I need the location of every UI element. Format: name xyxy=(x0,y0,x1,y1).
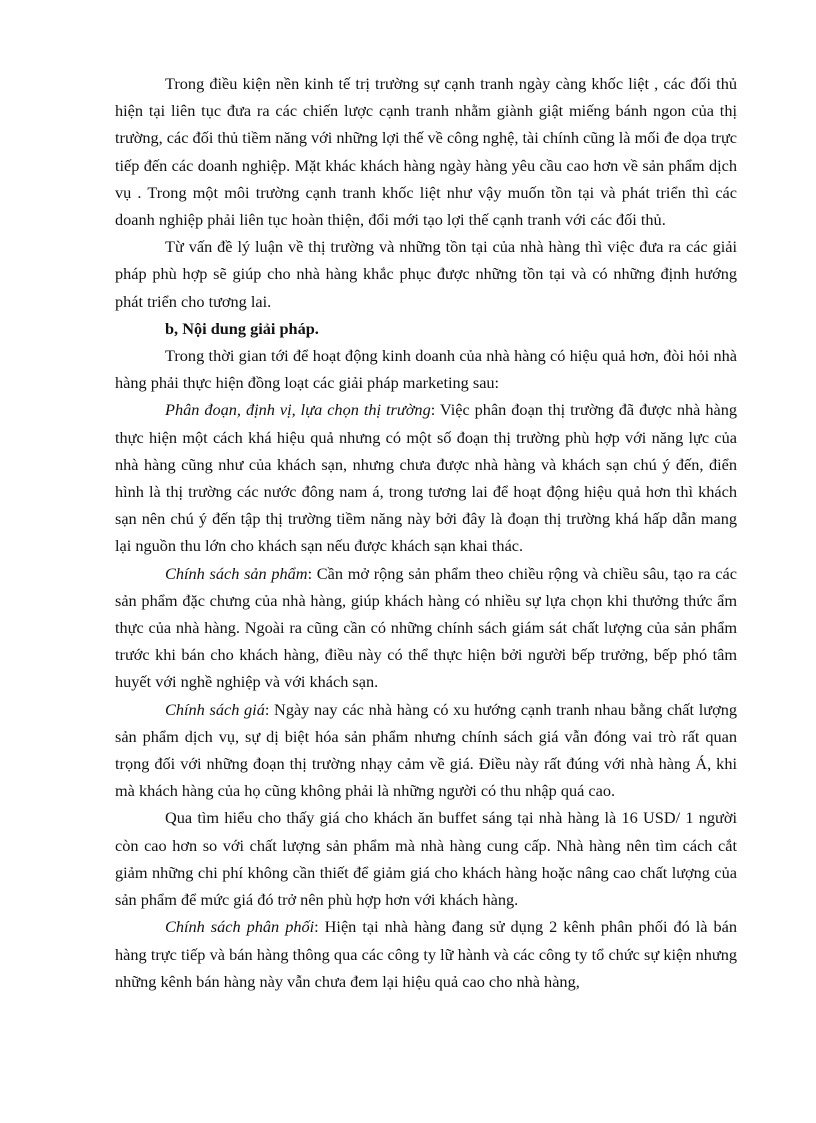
product-policy-lead: Chính sách sản phẩm xyxy=(165,563,308,583)
product-policy-text: : Cần mở rộng sản phẩm theo chiều rộng và chiều sâu, tạo ra các sản phẩm đặc chưng của nhà hàng, giúp khách hàng có nhiều sự lựa chọn khi thưởng thức ẩm thực của nhà hàng. Ngoài ra cũng cần có những chính sách giám sát chất lượng của sản phẩm trước khi bán cho khách hàng, điều này có thể thực hiện bởi người bếp trưởng, bếp phó tâm huyết với nghề nghiệp và với khách sạn. xyxy=(115,563,737,692)
paragraph-rationale: Từ vấn đề lý luận về thị trường và những tồn tại của nhà hàng thì việc đưa ra các giải pháp phù hợp sẽ giúp cho nhà hàng khắc phục được những tồn tại và có những định hướng phát triển cho tương lai. xyxy=(115,237,737,311)
segmentation-text: : Việc phân đoạn thị trường đã được nhà hàng thực hiện một cách khá hiệu quả nhưng có một số đoạn thị trường phù hợp với năng lực của nhà hàng cũng như của khách sạn, nhưng chưa được nhà hàng và khách sạn chú ý đến, điển hình là thị trường các nước đông nam á, trong tương lai để hoạt động hiệu quả hơn thì khách sạn nên chú ý đến tập thị trường tiềm năng này bởi đây là đoạn thị trường khá hấp dẫn mang lại nguồn thu lớn cho khách sạn nếu được khách sạn khai thác. xyxy=(115,400,737,556)
price-policy-lead: Chính sách giá xyxy=(165,699,265,719)
paragraph-price-policy xyxy=(115,696,737,805)
paragraph-buffet-price: Qua tìm hiểu cho thấy giá cho khách ăn buffet sáng tại nhà hàng là 16 USD/ 1 người còn cao hơn so với chất lượng sản phẩm mà nhà hàng cung cấp. Nhà hàng nên tìm cách cắt giảm những chi phí không cần thiết để giảm giá cho khách hàng hoặc nâng cao chất lượng của sản phẩm để mức giá đó trở nên phù hợp hơn với khách hàng. xyxy=(115,808,737,910)
paragraph-intro: Trong điều kiện nền kinh tế trị trường sự cạnh tranh ngày càng khốc liệt , các đối thủ hiện tại liên tục đưa ra các chiến lược cạnh tranh nhằm giành giật miếng bánh ngon của thị trường, các đối thủ tiềm năng với những lợi thế về công nghệ, tài chính cũng là mối đe dọa trực tiếp đến các doanh nghiệp. Mặt khác khách hàng ngày hàng yêu cầu cao hơn về sản phẩm dịch vụ . Trong một môi trường cạnh tranh khốc liệt như vậy muốn tồn tại và phát triển thì các doanh nghiệp phải liên tục hoàn thiện, đổi mới tạo lợi thế cạnh tranh với các đối thủ. xyxy=(115,74,737,230)
distribution-policy-text: : Hiện tại nhà hàng đang sử dụng 2 kênh phân phối đó là bán hàng trực tiếp và bán hàng thông qua các công ty lữ hành và các công ty tổ chức sự kiện nhưng những kênh bán hàng này vẫn chưa đem lại hiệu quả cao cho nhà hàng, xyxy=(115,917,737,991)
paragraph-product-policy xyxy=(115,560,737,696)
segmentation-lead: Phân đoạn, định vị, lựa chọn thị trường xyxy=(165,400,431,420)
section-heading: b, Nội dung giải pháp. xyxy=(165,318,319,338)
paragraph-overview: Trong thời gian tới để hoạt động kinh doanh của nhà hàng có hiệu quả hơn, đòi hỏi nhà hàng phải thực hiện đồng loạt các giải pháp marketing sau: xyxy=(115,346,737,393)
paragraph-segmentation xyxy=(115,396,737,559)
price-policy-text: : Ngày nay các nhà hàng có xu hướng cạnh tranh nhau bằng chất lượng sản phẩm dịch vụ, sự dị biệt hóa sản phẩm nhưng chính sách giá vẫn đóng vai trò rất quan trọng đối với những đoạn thị trường nhạy cảm về giá. Điều này rất đúng với nhà hàng Á, khi mà khách hàng của họ cũng không phải là những người có thu nhập quá cao. xyxy=(115,699,737,801)
distribution-policy-lead: Chính sách phân phối xyxy=(165,917,315,937)
document-page xyxy=(115,70,737,995)
paragraph-distribution-policy xyxy=(115,913,737,995)
